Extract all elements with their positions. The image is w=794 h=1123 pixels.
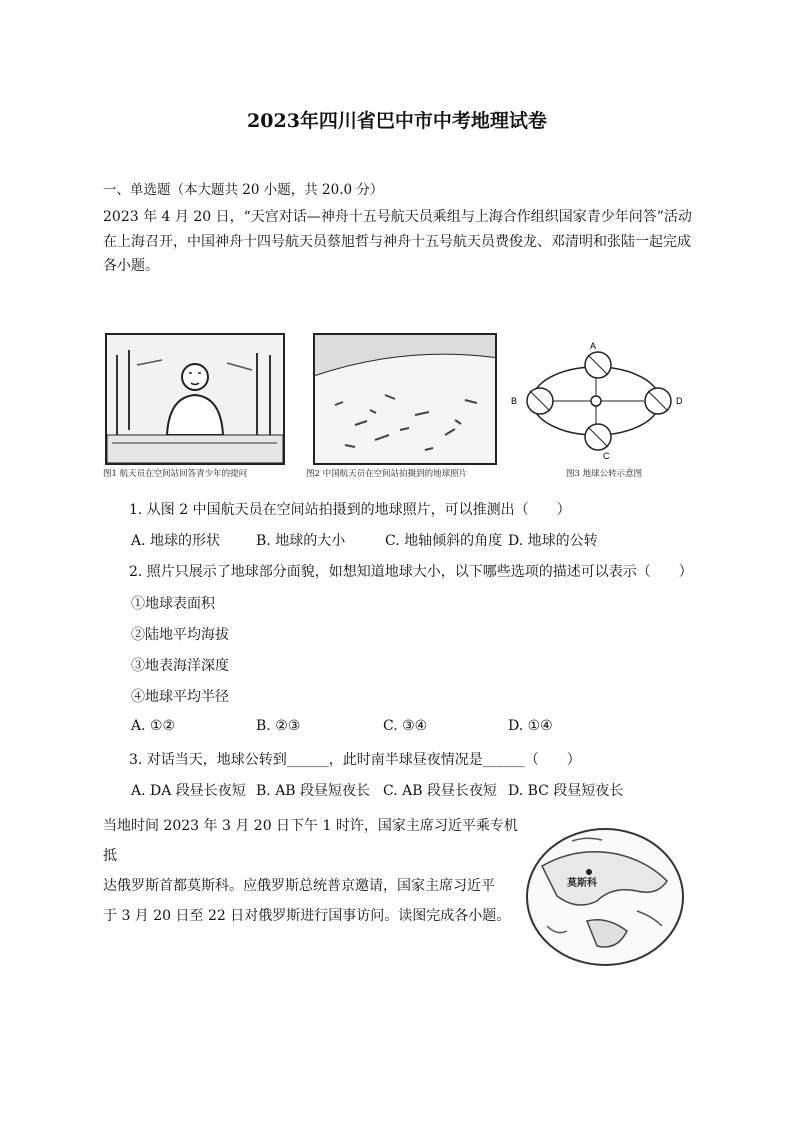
figure-2-earth-photo xyxy=(313,333,497,465)
intro2-line1: 当地时间 2023 年 3 月 20 日下午 1 时许，国家主席习近平乘专机抵 xyxy=(103,818,518,864)
figure-3-caption: 图3 地球公转示意图 xyxy=(566,469,643,479)
globe-figure xyxy=(517,826,697,968)
q1-stem: 1. 从图 2 中国航天员在空间站拍摄到的地球照片，可以推测出（ ） xyxy=(129,502,571,518)
intro-paragraph-1 xyxy=(103,205,703,279)
q2-option-d[interactable]: D. ①④ xyxy=(508,718,553,734)
intro1-line1: 2023 年 4 月 20 日，“天宫对话—神舟十五号航天员乘组与上海合作组织国家青少年问答”活动 xyxy=(103,209,692,225)
earth-surface-illustration xyxy=(315,335,495,463)
figure-3-orbit-diagram xyxy=(506,333,686,463)
orbit-label-c: C xyxy=(603,451,610,461)
q2-option-b[interactable]: B. ②③ xyxy=(256,718,301,734)
q3-option-b[interactable]: B. AB 段昼短夜长 xyxy=(256,783,371,799)
figure-1-caption: 图1 航天员在空间站回答青少年的提问 xyxy=(103,469,248,479)
intro2-line3: 于 3 月 20 日至 22 日对俄罗斯进行国事访问。读图完成各小题。 xyxy=(103,908,511,924)
sun-icon xyxy=(591,396,601,406)
orbit-label-a: A xyxy=(590,341,597,351)
intro1-line3: 各小题。 xyxy=(103,258,159,274)
section-heading: 一、单选题（本大题共 20 小题，共 20.0 分） xyxy=(103,182,384,198)
q2-option-c[interactable]: C. ③④ xyxy=(383,718,428,734)
q2-item-4: ④地球平均半径 xyxy=(131,689,229,705)
q2-stem: 2. 照片只展示了地球部分面貌，如想知道地球大小，以下哪些选项的描述可以表示（ ） xyxy=(129,564,693,580)
intro1-line2: 在上海召开，中国神舟十四号航天员蔡旭哲与神舟十五号航天员费俊龙、邓清明和张陆一起完成 xyxy=(103,233,691,250)
q1-option-c[interactable]: C. 地轴倾斜的角度 xyxy=(385,533,503,549)
orbit-label-d: D xyxy=(676,396,683,406)
orbit-label-b: B xyxy=(511,396,518,406)
q2-option-a[interactable]: A. ①② xyxy=(131,718,176,734)
figure-2-caption: 图2 中国航天员在空间站拍摄到的地球照片 xyxy=(306,469,468,479)
figure-1-astronaut-photo xyxy=(105,333,285,465)
globe-illustration xyxy=(517,826,697,968)
q1-option-d[interactable]: D. 地球的公转 xyxy=(508,533,598,549)
globe-label-moscow: 莫斯科 xyxy=(567,878,597,889)
astronaut-illustration xyxy=(107,335,283,463)
q2-item-1: ①地球表面积 xyxy=(131,596,215,612)
q2-item-2: ②陆地平均海拔 xyxy=(131,627,229,643)
page-title: 2023年四川省巴中市中考地理试卷 xyxy=(247,110,547,132)
earth-orbit-diagram xyxy=(506,333,686,463)
q1-option-b[interactable]: B. 地球的大小 xyxy=(256,533,346,549)
q3-option-d[interactable]: D. BC 段昼短夜长 xyxy=(508,783,624,799)
q1-option-a[interactable]: A. 地球的形状 xyxy=(131,533,221,549)
q2-item-3: ③地表海洋深度 xyxy=(131,658,229,674)
q3-stem: 3. 对话当天，地球公转到______，此时南半球昼夜情况是______（ ） xyxy=(129,752,581,768)
q3-option-a[interactable]: A. DA 段昼长夜短 xyxy=(131,783,246,799)
intro2-line2: 达俄罗斯首都莫斯科。应俄罗斯总统普京邀请，国家主席习近平 xyxy=(103,878,495,894)
moscow-marker xyxy=(586,869,592,875)
intro-paragraph-2 xyxy=(103,811,523,931)
q3-option-c[interactable]: C. AB 段昼长夜短 xyxy=(383,783,497,799)
